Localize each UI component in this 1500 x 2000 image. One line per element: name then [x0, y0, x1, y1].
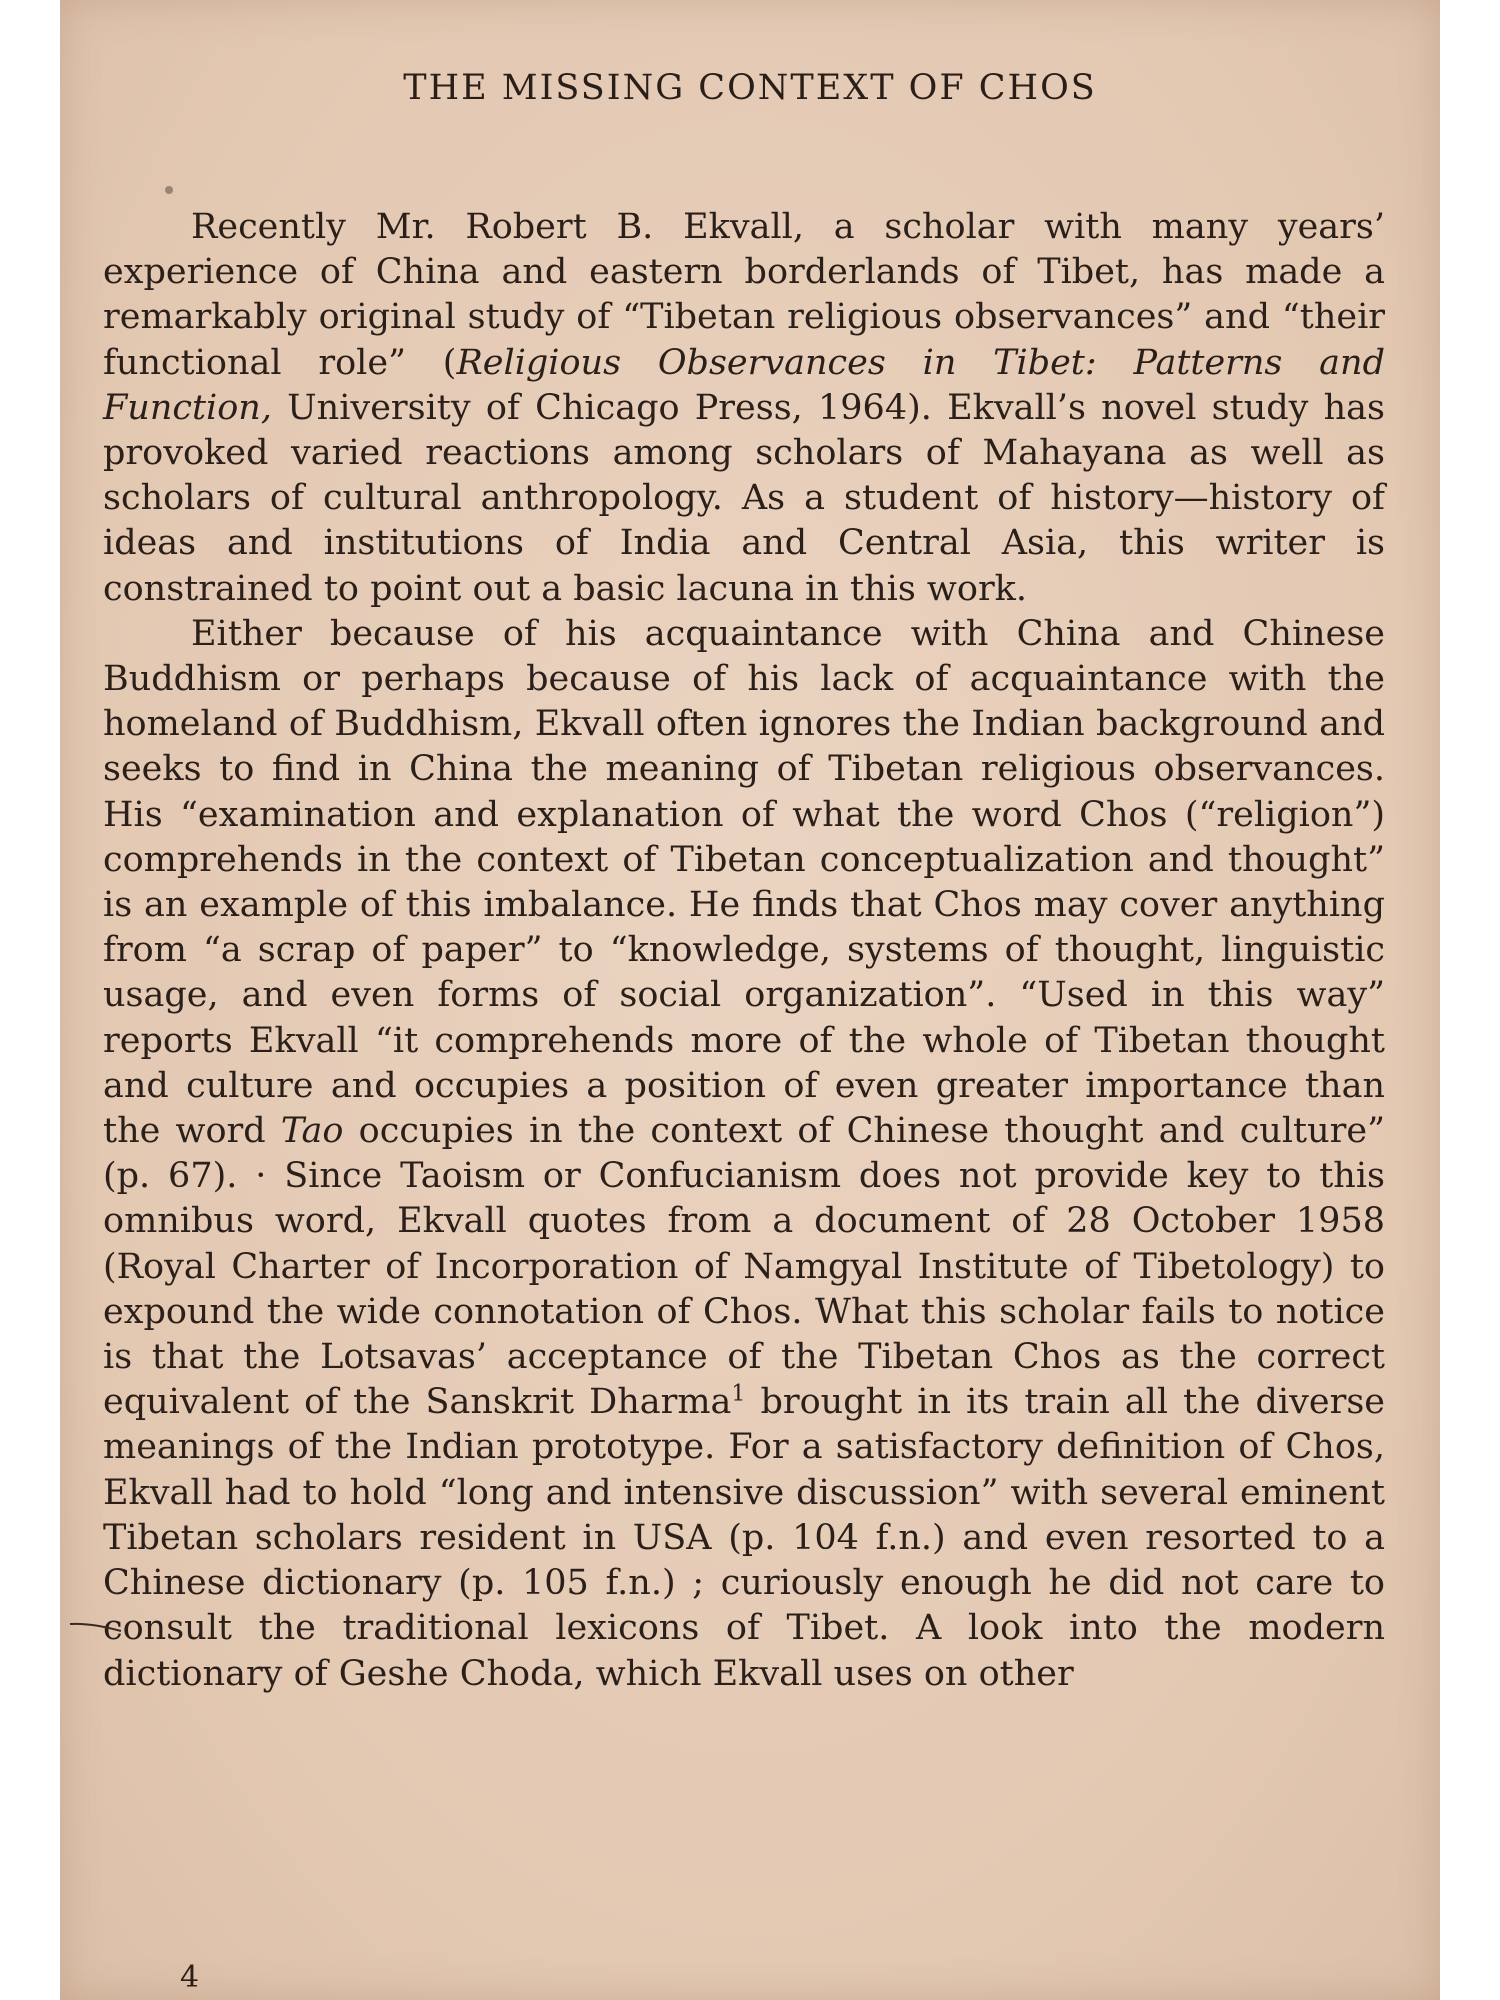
paragraph-1	[103, 205, 1385, 612]
book-title: Religious Observances in Tibet	[456, 342, 1085, 383]
tao-word: Tao	[280, 1111, 344, 1152]
book-title-colon: :	[1084, 342, 1134, 383]
pencil-margin-mark	[68, 1620, 123, 1634]
book-page	[60, 0, 1440, 2000]
ink-speck	[165, 186, 173, 194]
page-number: 4	[180, 1960, 200, 1995]
book-subtitle: Patterns and Function,	[103, 342, 1385, 428]
paragraph-2-text-b: occupies in the context of Chinese thought and culture” (p. 67). · Since Taoism or Confucianism does not provide key to this omnibus word, Ekvall quotes from a document of 28 October 1958 (Royal Charter of Incorporation of Namgyal Institute of Tibetology) to expound the wide connotation of Chos. What this scholar fails to notice is that the Lotsavas’ acceptance of the Tibetan Chos as the correct equivalent of the Sanskrit Dharma	[103, 1111, 1385, 1423]
paragraph-2-text-a: Either because of his acquaintance with China and Chinese Buddhism or perhaps because of his lack of acquaintance with the homeland of Buddhism, Ekvall often ignores the Indian background and seeks to find in China the meaning of Tibetan religious observances. His “examination and explanation of what the word Chos (“religion”) comprehends in the context of Tibetan conceptualization and thought” is an example of this imbalance. He finds that Chos may cover anything from “a scrap of paper” to “knowledge, systems of thought, linguistic usage, and even forms of social organization”. “Used in this way” reports Ekvall “it comprehends more of the whole of Tibetan thought and culture and occupies a position of even greater importance than the word	[103, 613, 1385, 1152]
running-head: THE MISSING CONTEXT OF CHOS	[403, 68, 1097, 108]
footnote-marker: 1	[731, 1381, 746, 1407]
paragraph-2-text-c: brought in its train all the diverse meanings of the Indian prototype. For a satisfactory definition of Chos, Ekvall had to hold “long and intensive discussion” with several eminent Tibetan scholars resident in USA (p. 104 f.n.) and even resorted to a Chinese dictionary (p. 105 f.n.) ; curiously enough he did not care to consult the traditional lexicons of Tibet. A look into the modern dictionary of Geshe Choda, which Ekvall uses on other	[103, 1382, 1386, 1694]
paragraph-1-text-b: University of Chicago Press, 1964). Ekvall’s novel study has provoked varied reactions among scholars of Mahayana as well as scholars of cultural anthropology. As a student of history—history of ideas and institutions of India and Central Asia, this writer is constrained to point out a basic lacuna in this work.	[103, 387, 1385, 609]
body-text	[103, 205, 1385, 1697]
paragraph-2	[103, 612, 1385, 1697]
paragraph-1-text-a: Recently Mr. Robert B. Ekvall, a scholar with many years’ experience of China and eastern borderlands of Tibet, has made a remarkably original study of “Tibetan religious observances” and “their functional role” (	[103, 207, 1385, 383]
